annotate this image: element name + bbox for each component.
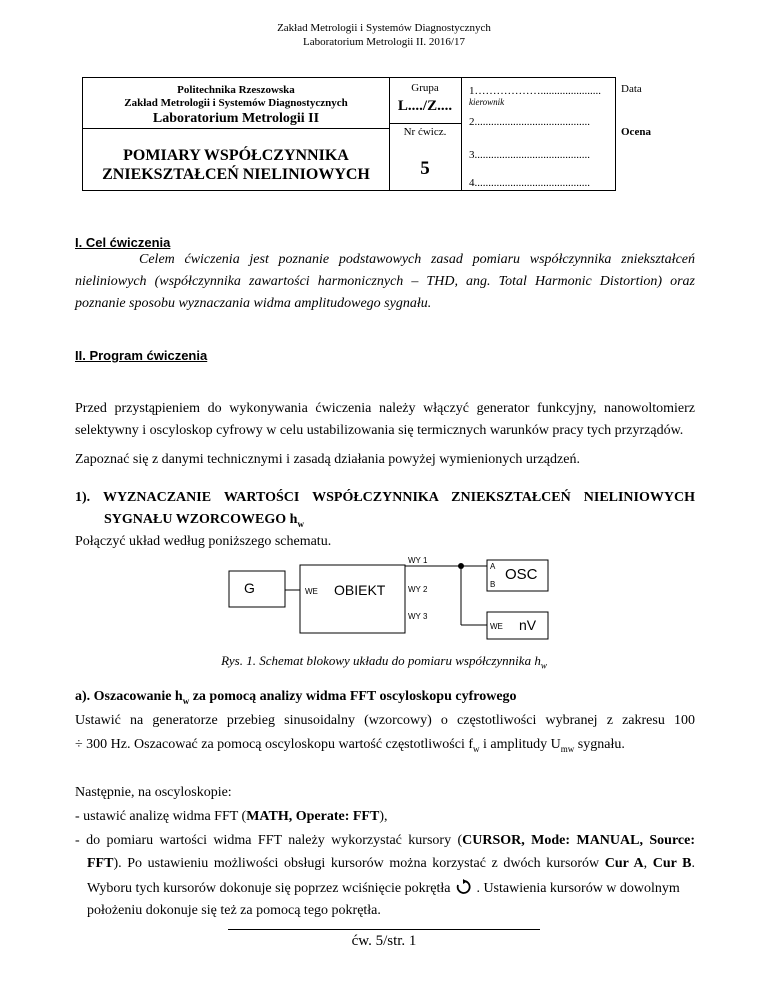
nr-cwicz-value: 5 [420,158,430,179]
ocena-label: Ocena [621,126,651,138]
section2-para1: Przed przystąpieniem do wykonywania ćwiczenia należy włączyć generator funkcyjny, nanowoltomierz selektywny i oscyloskop cyfrowy w celu ustabilizowania się termicznych warunków pracy tych przyrządów. [75,401,695,438]
generator-label: G [244,580,255,596]
subsection-a-line2: ÷ 300 Hz. Oszacować za pomocą oscyloskopu wartość częstotliwości $f_w$ i amplitudy $U_{mw}$ sygnału. [75,737,625,754]
exercise-title-line1: POMIARY WSPÓŁCZYNNIKA [123,147,349,164]
bullet-cursor-line2: FFT). Po ustawieniu możliwości obsługi kursorów można korzystać z dwóch kursorów Cur A, Cur B. [87,856,696,871]
bullet-cursor-line4: położeniu dokonuje się też za pomocą tego pokrętła. [87,903,381,918]
grupa-label: Grupa [411,82,439,94]
running-header-line2: Laboratorium Metrologii II. 2016/17 [303,36,465,48]
running-header-line1: Zakład Metrologii i Systemów Diagnostycznych [277,22,491,34]
bullet-cursor-line1: - do pomiaru wartości widma FFT należy wykorzystać kursory (CURSOR, Mode: MANUAL, Source: [75,833,696,848]
nanovoltmeter-label: nV [519,617,537,633]
data-label: Data [621,83,642,95]
member-1-field: 1………………...................... [469,85,601,97]
member-2-field: 2.......................................... [469,116,590,128]
output-2-label: WY 2 [408,585,428,594]
subsection-a-heading: a). Oszacowanie $h_w$ za pomocą analizy widma FFT oscyloskopu cyfrowego [75,689,517,706]
output-3-label: WY 3 [408,612,428,621]
next-intro: Następnie, na oscyloskopie: [75,785,232,800]
oscilloscope-label: OSC [505,566,538,583]
member-3-field: 3.......................................... [469,149,590,161]
nv-input-label: WE [490,622,503,631]
bullet-fft: - ustawić analizę widma FFT (MATH, Operate: FFT), [75,809,388,824]
rotate-knob-icon [454,879,472,900]
section2-para2: Zapoznać się z danymi technicznymi i zasadą działania powyżej wymienionych urządzeń. [75,452,580,467]
member-4-field: 4.......................................... [469,177,590,189]
lab-name: Laboratorium Metrologii II [152,111,320,126]
object-box [300,565,405,633]
footer-rule [228,929,540,930]
object-input-label: WE [305,587,318,596]
osc-channel-b-label: B [490,580,496,589]
osc-channel-a-label: A [490,562,496,571]
diagram-caption: Rys. 1. Schemat blokowy układu do pomiaru współczynnika $h_w$ [221,653,547,671]
university-name: Politechnika Rzeszowska [177,84,295,96]
page-number: ćw. 5/str. 1 [351,933,417,949]
generator-box [229,571,285,607]
task1-intro: Połączyć układ według poniższego schematu. [75,534,332,549]
department-name: Zakład Metrologii i Systemów Diagnostycznych [124,97,348,109]
output-1-label: WY 1 [408,556,428,565]
object-label: OBIEKT [334,582,386,598]
task1-heading-line2: SYGNAŁU WZORCOWEGO $h_w$ [104,512,304,529]
section1-text: Celem ćwiczenia jest poznanie podstawowych zasad pomiaru współczynnika zniekształceń nieliniowych (współczynnika zawartości harmonicznych – THD, ang. Total Harmonic Distortion) oraz poznanie sposobu wyznaczania widma amplitudowego sygnału. [75,252,695,311]
bullet-cursor-line3: Wyboru tych kursorów dokonuje się poprzez wciśnięcie pokrętła . Ustawienia kursorów w dowolnym [87,879,680,900]
section2-heading: II. Program ćwiczenia [75,348,208,363]
subsection-a-line1: Ustawić na generatorze przebieg sinusoidalny (wzorcowy) o częstotliwości wybranej z zakresu 100 [75,713,695,728]
section1-heading: I. Cel ćwiczenia [75,235,171,250]
task1-heading-line1: 1). WYZNACZANIE WARTOŚCI WSPÓŁCZYNNIKA ZNIEKSZTAŁCEŃ NIELINIOWYCH [75,490,695,505]
kierownik-label: kierownik [469,97,505,107]
exercise-title-line2: ZNIEKSZTAŁCEŃ NIELINIOWYCH [102,166,370,183]
nr-cwicz-label: Nr ćwicz. [403,126,447,138]
grupa-value: L..../Z.... [397,98,453,114]
